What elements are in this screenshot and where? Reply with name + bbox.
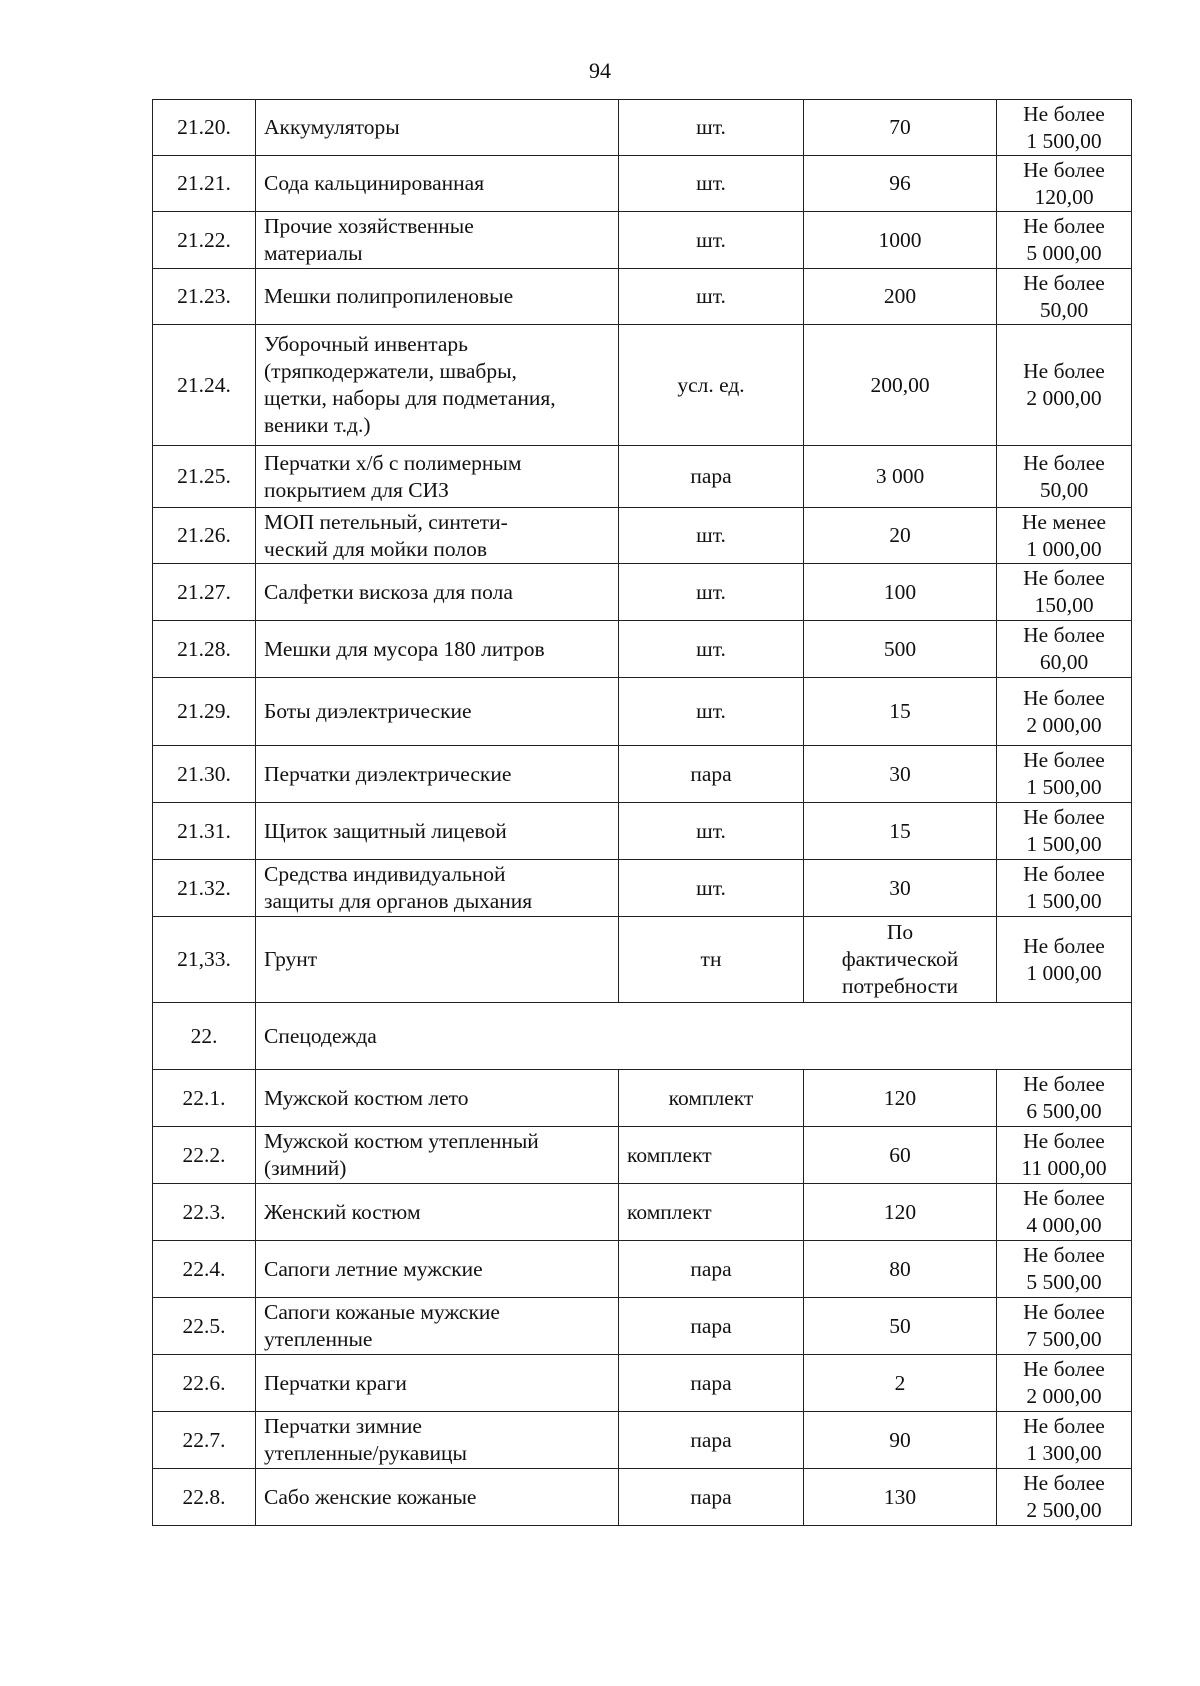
row-number: 22.3. [153,1184,256,1241]
item-price: Не более 4 000,00 [997,1184,1132,1241]
item-name: Прочие хозяйственные материалы [256,212,619,269]
item-unit: пара [619,1241,804,1298]
item-unit: комплект [619,1070,804,1127]
item-quantity: 2 [804,1355,997,1412]
row-number: 21.20. [153,100,256,156]
item-name: Перчатки х/б с полимерным покрытием для СИЗ [256,446,619,508]
item-price: Не более 150,00 [997,564,1132,621]
specification-table [152,99,1132,1526]
item-price: Не более 5 000,00 [997,212,1132,269]
item-price: Не более 2 000,00 [997,325,1132,446]
row-number: 21.27. [153,564,256,621]
item-quantity: 100 [804,564,997,621]
table-row [153,100,1132,156]
item-unit: пара [619,1355,804,1412]
table-row [153,212,1132,269]
item-name: Перчатки зимние утепленные/рукавицы [256,1412,619,1469]
item-quantity: 120 [804,1070,997,1127]
row-number: 21,33. [153,917,256,1003]
item-unit: комплект [619,1184,804,1241]
row-number: 21.28. [153,621,256,678]
page-number: 94 [589,58,611,83]
row-number: 22.2. [153,1127,256,1184]
item-name: Щиток защитный лицевой [256,803,619,860]
item-name: Мужской костюм лето [256,1070,619,1127]
row-number: 21.32. [153,860,256,917]
section-title: Спецодежда [256,1003,1132,1070]
item-name: Боты диэлектрические [256,678,619,746]
item-price: Не более 5 500,00 [997,1241,1132,1298]
item-name: Средства индивидуальной защиты для органов дыхания [256,860,619,917]
item-price: Не более 6 500,00 [997,1070,1132,1127]
item-quantity: 30 [804,860,997,917]
row-number: 22.5. [153,1298,256,1355]
section-row [153,1003,1132,1070]
item-price: Не более 60,00 [997,621,1132,678]
table-row [153,1412,1132,1469]
item-name: Перчатки диэлектрические [256,746,619,803]
table-row [153,803,1132,860]
item-quantity: 30 [804,746,997,803]
section-number: 22. [153,1003,256,1070]
item-unit: шт. [619,860,804,917]
item-unit: пара [619,1298,804,1355]
item-unit: шт. [619,269,804,325]
item-unit: комплект [619,1127,804,1184]
item-unit: тн [619,917,804,1003]
item-quantity: 500 [804,621,997,678]
item-quantity: 3 000 [804,446,997,508]
item-name: Перчатки краги [256,1355,619,1412]
item-price: Не более 1 300,00 [997,1412,1132,1469]
row-number: 21.21. [153,156,256,212]
table-row [153,678,1132,746]
item-name: Мешки полипропиленовые [256,269,619,325]
table-row [153,564,1132,621]
item-name: Сабо женские кожаные [256,1469,619,1526]
item-quantity: 50 [804,1298,997,1355]
item-price: Не более 2 500,00 [997,1469,1132,1526]
item-name: Мужской костюм утепленный (зимний) [256,1127,619,1184]
row-number: 22.1. [153,1070,256,1127]
item-unit: шт. [619,212,804,269]
item-price: Не более 7 500,00 [997,1298,1132,1355]
item-unit: шт. [619,100,804,156]
table-row [153,325,1132,446]
item-name: Женский костюм [256,1184,619,1241]
item-price: Не более 2 000,00 [997,1355,1132,1412]
item-quantity: 96 [804,156,997,212]
item-quantity: 70 [804,100,997,156]
item-quantity: 90 [804,1412,997,1469]
row-number: 21.24. [153,325,256,446]
table-row [153,1184,1132,1241]
item-unit: пара [619,446,804,508]
table-row [153,1127,1132,1184]
item-name: Мешки для мусора 180 литров [256,621,619,678]
item-name: Сапоги кожаные мужские утепленные [256,1298,619,1355]
item-quantity: По фактической потребности [804,917,997,1003]
row-number: 21.29. [153,678,256,746]
item-unit: пара [619,1469,804,1526]
table-row [153,746,1132,803]
item-name: МОП петельный, синтети- ческий для мойки полов [256,508,619,564]
item-unit: шт. [619,564,804,621]
item-price: Не более 1 500,00 [997,100,1132,156]
table-row [153,621,1132,678]
item-quantity: 120 [804,1184,997,1241]
row-number: 21.23. [153,269,256,325]
row-number: 21.22. [153,212,256,269]
item-name: Салфетки вискоза для пола [256,564,619,621]
row-number: 21.30. [153,746,256,803]
item-unit: шт. [619,156,804,212]
table-row [153,1298,1132,1355]
table-row [153,1469,1132,1526]
item-quantity: 15 [804,803,997,860]
item-unit: шт. [619,803,804,860]
row-number: 22.4. [153,1241,256,1298]
table-row [153,917,1132,1003]
table-row [153,1355,1132,1412]
table-row [153,1241,1132,1298]
item-unit: шт. [619,621,804,678]
item-quantity: 1000 [804,212,997,269]
item-price: Не более 2 000,00 [997,678,1132,746]
table-row [153,860,1132,917]
item-price: Не более 1 500,00 [997,860,1132,917]
item-quantity: 60 [804,1127,997,1184]
item-price: Не менее 1 000,00 [997,508,1132,564]
item-name: Сапоги летние мужские [256,1241,619,1298]
item-price: Не более 120,00 [997,156,1132,212]
row-number: 22.8. [153,1469,256,1526]
row-number: 22.6. [153,1355,256,1412]
item-unit: пара [619,746,804,803]
item-unit: усл. ед. [619,325,804,446]
table-row [153,269,1132,325]
row-number: 22.7. [153,1412,256,1469]
item-quantity: 15 [804,678,997,746]
item-price: Не более 1 000,00 [997,917,1132,1003]
row-number: 21.25. [153,446,256,508]
item-price: Не более 1 500,00 [997,803,1132,860]
item-name: Сода кальцинированная [256,156,619,212]
table-row [153,1070,1132,1127]
row-number: 21.26. [153,508,256,564]
item-unit: шт. [619,508,804,564]
item-unit: пара [619,1412,804,1469]
table-row [153,156,1132,212]
table-row [153,508,1132,564]
item-quantity: 20 [804,508,997,564]
item-price: Не более 50,00 [997,269,1132,325]
item-name: Уборочный инвентарь (тряпкодержатели, швабры, щетки, наборы для подметания, веники т.д.) [256,325,619,446]
row-number: 21.31. [153,803,256,860]
item-name: Грунт [256,917,619,1003]
item-price: Не более 1 500,00 [997,746,1132,803]
item-quantity: 200,00 [804,325,997,446]
item-price: Не более 50,00 [997,446,1132,508]
item-price: Не более 11 000,00 [997,1127,1132,1184]
item-quantity: 200 [804,269,997,325]
item-unit: шт. [619,678,804,746]
item-quantity: 80 [804,1241,997,1298]
table-row [153,446,1132,508]
item-quantity: 130 [804,1469,997,1526]
item-name: Аккумуляторы [256,100,619,156]
